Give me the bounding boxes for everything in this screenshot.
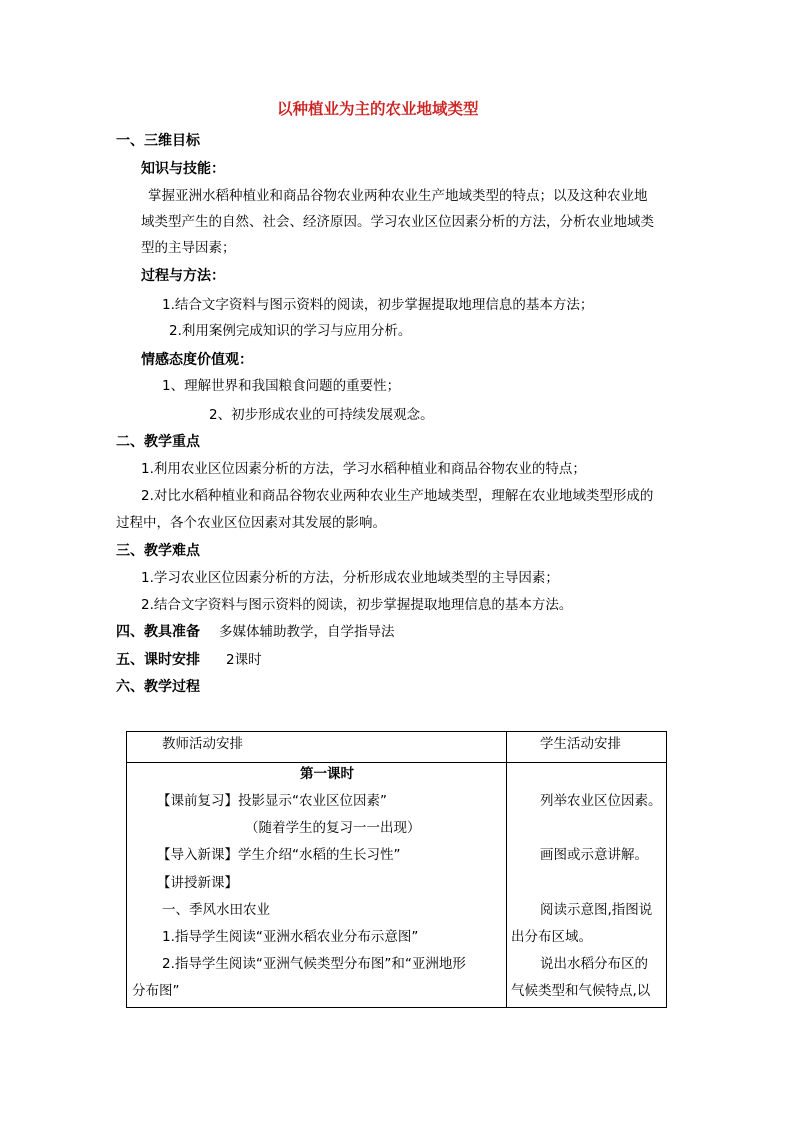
table-teacher-line: 【导入新课】学生介绍“水稻的生长习性” [157, 847, 401, 863]
table-header-divider [127, 762, 666, 763]
process-item: 2.利用案例完成知识的学习与应用分析。 [169, 323, 412, 339]
schedule-value: 2课时 [226, 652, 262, 668]
section-heading-goals: 一、三维目标 [116, 133, 200, 149]
teaching-process-table [126, 731, 667, 1008]
table-teacher-line: 分布图” [132, 983, 180, 999]
table-header-teacher: 教师活动安排 [162, 736, 243, 752]
difficulty-line: 1.学习农业区位因素分析的方法，分析形成农业地域类型的主导因素； [141, 570, 559, 586]
section-heading-process: 六、教学过程 [116, 679, 200, 695]
table-teacher-line: 2.指导学生阅读“亚洲气候类型分布图”和“亚洲地形 [162, 956, 466, 972]
key-point-line: 2.对比水稻种植业和商品谷物农业两种农业生产地域类型，理解在农业地域类型形成的 [141, 488, 654, 504]
key-point-line: 1.利用农业区位因素分析的方法，学习水稻种植业和商品谷物农业的特点； [141, 461, 586, 477]
table-header-student: 学生活动安排 [540, 736, 621, 752]
attitude-item: 1、理解世界和我国粮食问题的重要性； [162, 378, 401, 394]
table-student-line: 阅读示意图,指图说 [540, 902, 653, 918]
knowledge-heading: 知识与技能： [141, 161, 225, 177]
table-teacher-line: （随着学生的复习一一出现） [245, 820, 421, 836]
page-title: 以种植业为主的农业地域类型 [277, 100, 479, 118]
knowledge-line: 型的主导因素； [141, 240, 236, 256]
tools-value: 多媒体辅助教学，自学指导法 [219, 624, 395, 640]
table-column-divider [506, 732, 507, 1007]
table-student-line: 画图或示意讲解。 [540, 847, 648, 863]
section-heading-tools: 四、教具准备 [116, 624, 200, 640]
process-item: 1.结合文字资料与图示资料的阅读，初步掌握提取地理信息的基本方法； [162, 297, 594, 313]
table-teacher-line: 【课前复习】投影显示“农业区位因素” [157, 793, 387, 809]
attitude-heading: 情感态度价值观： [141, 352, 253, 368]
knowledge-line: 域类型产生的自然、社会、经济原因。学习农业区位因素分析的方法，分析农业地域类 [141, 214, 654, 230]
table-teacher-line: 一、季风水田农业 [162, 902, 270, 918]
section-heading-difficulties: 三、教学难点 [116, 543, 200, 559]
difficulty-line: 2.结合文字资料与图示资料的阅读，初步掌握提取地理信息的基本方法。 [141, 597, 573, 613]
table-student-line: 出分布区域。 [511, 929, 592, 945]
table-student-line: 说出水稻分布区的 [540, 956, 648, 972]
section-heading-schedule: 五、课时安排 [116, 652, 200, 668]
key-point-line: 过程中，各个农业区位因素对其发展的影响。 [116, 515, 386, 531]
table-student-line: 列举农业区位因素。 [540, 793, 662, 809]
table-student-line: 气候类型和气候特点,以 [511, 983, 651, 999]
process-heading: 过程与方法： [141, 268, 225, 284]
table-teacher-line: 1.指导学生阅读“亚洲水稻农业分布示意图” [162, 929, 419, 945]
section-heading-key-points: 二、教学重点 [116, 434, 200, 450]
table-teacher-line: 第一课时 [300, 766, 354, 782]
knowledge-line: 掌握亚洲水稻种植业和商品谷物农业两种农业生产地域类型的特点；以及这种农业地 [148, 188, 648, 204]
table-teacher-line: 【讲授新课】 [157, 875, 238, 891]
attitude-item: 2、初步形成农业的可持续发展观念。 [209, 407, 434, 423]
